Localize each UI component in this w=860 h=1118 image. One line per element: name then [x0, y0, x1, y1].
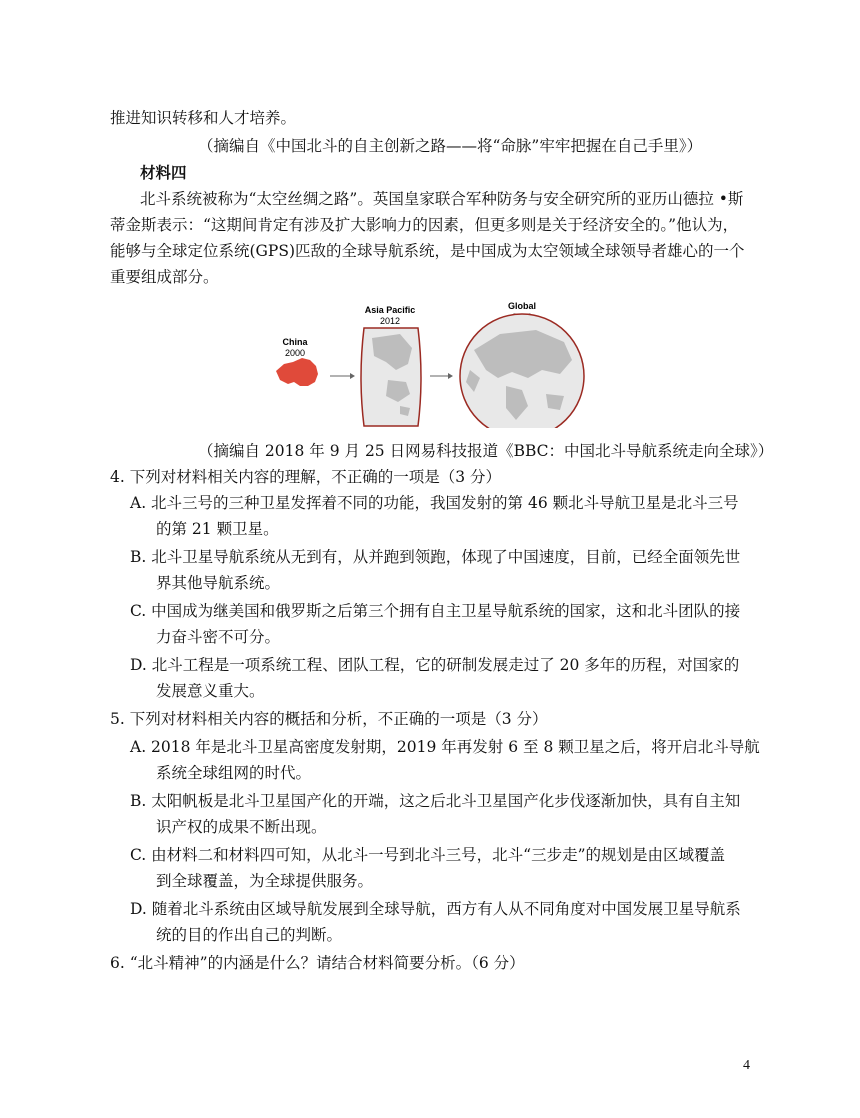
question-5-stem: 5. 下列对材料相关内容的概括和分析，不正确的一项是（3 分）	[110, 710, 548, 728]
material4-line-4: 重要组成部分。	[110, 268, 219, 286]
q4-option-d-line-1: D. 北斗工程是一项系统工程、团队工程，它的研制发展走过了 20 多年的历程，对国家的	[130, 656, 740, 674]
q4-option-b-line-2: 界其他导航系统。	[156, 574, 281, 592]
q5-option-c-line-2: 到全球覆盖，为全球提供服务。	[156, 872, 374, 890]
global-label: Global	[507, 301, 537, 311]
asia-pacific-label: Asia Pacific	[364, 305, 416, 315]
source-citation-3: （摘编自《中国北斗的自主创新之路——将“命脉”牢牢把握在自己手里》）	[198, 137, 703, 155]
q4-option-c-line-2: 力奋斗密不可分。	[156, 628, 281, 646]
q5-option-b-line-2: 识产权的成果不断出现。	[156, 818, 327, 836]
q4-option-a-line-2: 的第 21 颗卫星。	[156, 520, 279, 538]
q4-option-d-line-2: 发展意义重大。	[156, 682, 265, 700]
beidou-coverage-figure	[260, 298, 600, 428]
arrow-right-icon	[350, 373, 355, 379]
material4-line-2: 蒂金斯表示：“这期间肯定有涉及扩大影响力的因素，但更多则是关于经济安全的。”他认为，	[110, 216, 739, 234]
china-map-icon	[276, 358, 318, 386]
question-4-stem: 4. 下列对材料相关内容的理解，不正确的一项是（3 分）	[110, 468, 502, 486]
q4-option-b-line-1: B. 北斗卫星导航系统从无到有，从并跑到领跑，体现了中国速度，目前，已经全面领先世	[130, 548, 741, 566]
asia-pacific-year: 2012	[379, 316, 401, 326]
material4-line-3: 能够与全球定位系统(GPS)匹敌的全球导航系统，是中国成为太空领域全球领导者雄心的一个	[110, 242, 745, 260]
q5-option-c-line-1: C. 由材料二和材料四可知，从北斗一号到北斗三号，北斗“三步走”的规划是由区域覆盖	[130, 846, 726, 864]
material4-heading: 材料四	[140, 163, 187, 182]
material4-line-1: 北斗系统被称为“太空丝绸之路”。英国皇家联合军种防务与安全研究所的亚历山德拉 •斯	[140, 190, 744, 208]
china-year: 2000	[284, 348, 306, 358]
q5-option-d-line-1: D. 随着北斗系统由区域导航发展到全球导航，西方有人从不同角度对中国发展卫星导航系	[130, 900, 741, 918]
q4-option-a-line-1: A. 北斗三号的三种卫星发挥着不同的功能，我国发射的第 46 颗北斗导航卫星是北斗三号	[130, 494, 739, 512]
q5-option-a-line-2: 系统全球组网的时代。	[156, 764, 312, 782]
q5-option-b-line-1: B. 太阳帆板是北斗卫星国产化的开端，这之后北斗卫星国产化步伐逐渐加快，具有自主知	[130, 792, 741, 810]
arrow-right-icon	[448, 373, 453, 379]
q5-option-a-line-1: A. 2018 年是北斗卫星高密度发射期，2019 年再发射 6 至 8 颗卫星之后，将开启北斗导航	[130, 738, 760, 756]
page-number: 4	[743, 1058, 750, 1073]
q5-option-d-line-2: 统的目的作出自己的判断。	[156, 926, 343, 944]
question-6: 6. “北斗精神”的内涵是什么？请结合材料简要分析。（6 分）	[110, 954, 525, 972]
continuation-text: 推进知识转移和人才培养。	[110, 109, 297, 127]
source-citation-4: （摘编自 2018 年 9 月 25 日网易科技报道《BBC：中国北斗导航系统走向全球》）	[198, 442, 774, 460]
china-label: China	[282, 337, 308, 347]
q4-option-c-line-1: C. 中国成为继美国和俄罗斯之后第三个拥有自主卫星导航系统的国家，这和北斗团队的接	[130, 602, 741, 620]
